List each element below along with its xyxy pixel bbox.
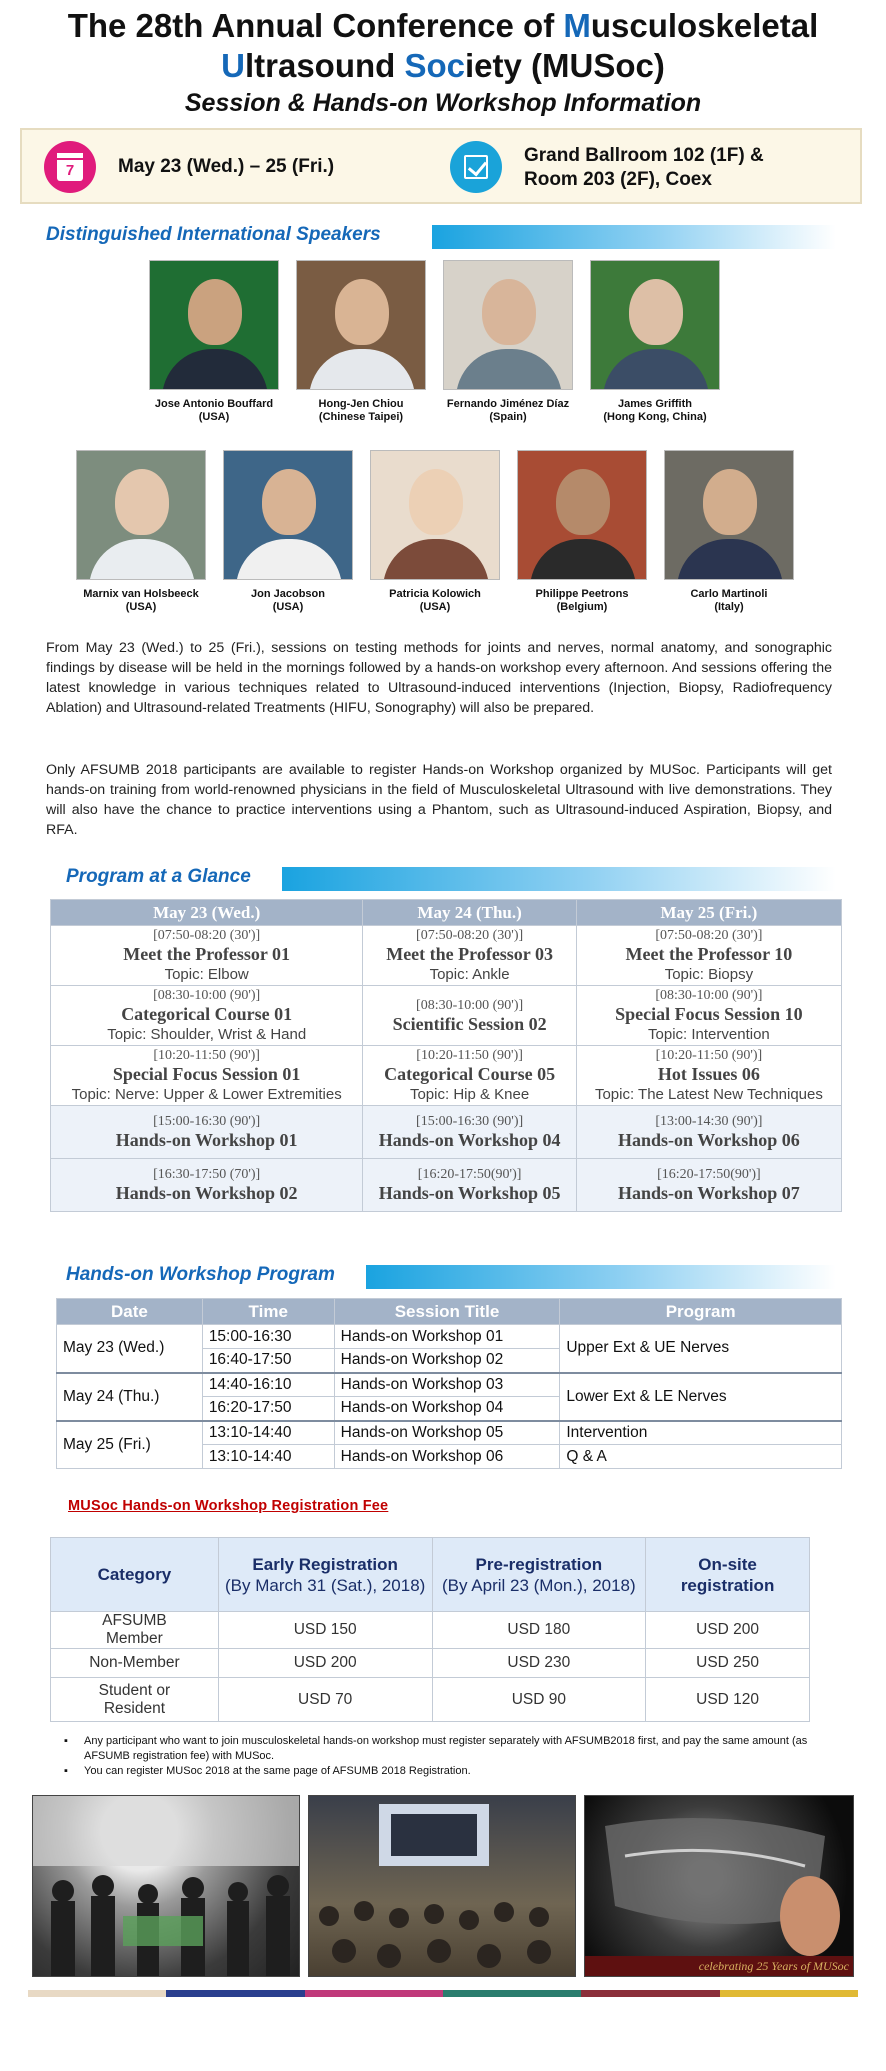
speaker-card (286, 260, 436, 424)
photo-body (162, 349, 268, 390)
speaker-card (360, 450, 510, 614)
event-date: May 23 (Wed.) – 25 (Fri.) (118, 156, 335, 177)
workshop-title: Hands-on Workshop 01 (334, 1325, 560, 1349)
title-text: ltrasound (244, 47, 405, 84)
fee-early: USD 150 (218, 1612, 432, 1649)
footer-segment (28, 1990, 166, 1997)
section-bar (282, 867, 836, 891)
photo-head (409, 469, 463, 535)
program-cell (51, 926, 363, 986)
session-time: [15:00-16:30 (90')] (153, 1114, 261, 1129)
section-title: Hands-on Workshop Program (66, 1264, 335, 1285)
speaker-photo (517, 450, 647, 580)
program-cell (576, 1046, 841, 1106)
fee-header-pre (432, 1538, 646, 1612)
speaker-card (139, 260, 289, 424)
session-time: [08:30-10:00 (90')] (655, 988, 763, 1003)
workshop-time: 13:10-14:40 (202, 1421, 334, 1445)
workshop-photo-2 (308, 1795, 576, 1977)
checkbox-icon (450, 141, 502, 193)
fee-row (51, 1612, 810, 1649)
session-name: Categorical Course 01 (121, 1004, 293, 1024)
fee-header-category: Category (51, 1538, 219, 1612)
fee-pre: USD 90 (432, 1678, 646, 1722)
speaker-photo (149, 260, 279, 390)
fee-pre: USD 180 (432, 1612, 646, 1649)
program-cell (363, 986, 576, 1046)
program-row (51, 1159, 842, 1212)
session-topic: Topic: Ankle (429, 966, 510, 983)
workshop-date: May 25 (Fri.) (57, 1421, 203, 1469)
speaker-country: (USA) (272, 601, 304, 613)
workshop-program: Q & A (560, 1445, 842, 1469)
fee-header-early-deadline: (By March 31 (Sat.), 2018) (225, 1575, 426, 1595)
program-row (51, 926, 842, 986)
event-venue (524, 144, 764, 192)
workshop-row (57, 1325, 842, 1349)
note-item: ▪ You can register MUSoc 2018 at the same page of AFSUMB 2018 Registration. (60, 1764, 820, 1779)
fee-row (51, 1678, 810, 1722)
workshop-header-cell: Time (202, 1299, 334, 1325)
session-time: [13:00-14:30 (90')] (655, 1114, 763, 1129)
fee-category: AFSUMB Member (51, 1612, 219, 1649)
ultrasound-illustration (585, 1796, 854, 1977)
session-name: Categorical Course 05 (384, 1064, 556, 1084)
speaker-name: Hong-Jen Chiou (318, 398, 404, 410)
speaker-country: (USA) (198, 411, 230, 423)
workshop-program: Intervention (560, 1421, 842, 1445)
program-day-header: May 25 (Fri.) (576, 900, 841, 926)
speaker-country: (USA) (419, 601, 451, 613)
fee-row (51, 1649, 810, 1678)
calendar-day: 7 (65, 162, 75, 179)
workshop-title: Hands-on Workshop 04 (334, 1397, 560, 1421)
event-info-box (20, 128, 862, 204)
photo-head (115, 469, 169, 535)
program-cell (51, 986, 363, 1046)
photo-head (335, 279, 389, 345)
speaker-photo (664, 450, 794, 580)
title-highlight: U (221, 47, 245, 84)
speaker-photo (223, 450, 353, 580)
speaker-card (654, 450, 804, 614)
session-name: Special Focus Session 10 (615, 1004, 803, 1024)
photo-body (530, 539, 636, 580)
program-cell (51, 1159, 363, 1212)
session-topic: Topic: Hip & Knee (409, 1086, 530, 1103)
workshop-header-cell: Program (560, 1299, 842, 1325)
speaker-photo (590, 260, 720, 390)
session-time: [07:50-08:20 (30')] (655, 928, 763, 943)
photo-body (383, 539, 489, 580)
session-time: [16:20-17:50(90')] (657, 1167, 761, 1182)
fee-header-early-label: Early Registration (252, 1554, 398, 1574)
session-topic: Topic: Nerve: Upper & Lower Extremities (71, 1086, 342, 1103)
program-table-body (51, 926, 842, 1212)
intro-paragraph-2: Only AFSUMB 2018 participants are available to register Hands-on Workshop organized by MUSoc. Participants will get hands-on training from world-renowned physicians in the field of Musculoskeletal Ultrasound with live demonstrations. They will also have the chance to practice interventions using a Phantom, such as Ultrasound-induced Aspiration, Biopsy, and RFA. (46, 762, 832, 838)
speaker-photo (370, 450, 500, 580)
workshop-header-cell: Date (57, 1299, 203, 1325)
session-name: Hands-on Workshop 05 (378, 1183, 561, 1203)
note-item: ▪ Any participant who want to join musculoskeletal hands-on workshop must register separately with AFSUMB2018 first, and pay the same amount (as AFSUMB registration fee) with MUSoc. (60, 1734, 820, 1764)
workshop-title: Hands-on Workshop 06 (334, 1445, 560, 1469)
speaker-photo (443, 260, 573, 390)
session-name: Hot Issues 06 (657, 1064, 760, 1084)
session-time: [07:50-08:20 (30')] (416, 928, 524, 943)
fee-pre: USD 230 (432, 1649, 646, 1678)
workshop-title: Hands-on Workshop 03 (334, 1373, 560, 1397)
session-time: [10:20-11:50 (90')] (153, 1048, 260, 1063)
fee-onsite: USD 200 (646, 1612, 810, 1649)
speaker-name: James Griffith (618, 398, 692, 410)
session-name: Special Focus Session 01 (112, 1064, 301, 1084)
workshop-program: Upper Ext & UE Nerves (560, 1325, 842, 1373)
section-speakers (46, 222, 836, 250)
speaker-country: (Spain) (489, 411, 527, 423)
speaker-name: Carlo Martinoli (690, 588, 768, 600)
fee-header-pre-deadline: (By April 23 (Mon.), 2018) (441, 1575, 636, 1595)
fee-onsite: USD 120 (646, 1678, 810, 1722)
program-cell (51, 1106, 363, 1159)
workshop-date: May 23 (Wed.) (57, 1325, 203, 1373)
session-time: [10:20-11:50 (90')] (416, 1048, 523, 1063)
photo-wall (33, 1796, 300, 1866)
footer-color-bar (28, 1990, 858, 1997)
photo-body (677, 539, 783, 580)
section-bar (432, 225, 836, 249)
section-workshop (66, 1262, 836, 1290)
session-name: Hands-on Workshop 02 (115, 1183, 298, 1203)
title-highlight: Soc (404, 47, 466, 84)
session-name: Meet the Professor 03 (386, 944, 553, 964)
speaker-card (433, 260, 583, 424)
program-header-row (51, 900, 842, 926)
speaker-name: Patricia Kolowich (389, 588, 481, 600)
speaker-name: Marnix van Holsbeeck (83, 588, 199, 600)
workshop-row (57, 1421, 842, 1445)
workshop-title: Hands-on Workshop 02 (334, 1349, 560, 1373)
workshop-header-cell: Session Title (334, 1299, 560, 1325)
section-title: Distinguished International Speakers (46, 224, 381, 245)
fee-notes (60, 1734, 820, 1779)
hand-shape (780, 1876, 840, 1956)
workshop-time: 13:10-14:40 (202, 1445, 334, 1469)
speaker-photo (76, 450, 206, 580)
audience-silhouettes (319, 1901, 551, 1968)
page-subtitle: Session & Hands-on Workshop Information (184, 89, 702, 117)
fee-table-body (51, 1612, 810, 1722)
photo-head (482, 279, 536, 345)
photo-head (262, 469, 316, 535)
session-name: Hands-on Workshop 01 (115, 1130, 298, 1150)
crowd-illustration (33, 1796, 300, 1977)
program-cell (51, 1046, 363, 1106)
program-cell (576, 986, 841, 1046)
session-topic: Topic: Biopsy (664, 966, 754, 983)
photo-body (603, 349, 709, 390)
workshop-table-body (57, 1325, 842, 1469)
calendar-top (57, 153, 83, 160)
workshop-table (56, 1298, 842, 1469)
session-time: [08:30-10:00 (90')] (153, 988, 261, 1003)
workshop-title: Hands-on Workshop 05 (334, 1421, 560, 1445)
lecture-illustration (309, 1796, 576, 1977)
page-title (0, 0, 886, 120)
program-day-header: May 23 (Wed.) (51, 900, 363, 926)
fee-category: Non-Member (51, 1649, 219, 1678)
program-cell (363, 926, 576, 986)
workshop-row (57, 1373, 842, 1397)
venue-line-1: Grand Ballroom 102 (1F) & (524, 145, 764, 166)
section-title: Program at a Glance (66, 866, 251, 887)
photo-body (309, 349, 415, 390)
program-cell (363, 1046, 576, 1106)
speaker-country: (Hong Kong, China) (603, 411, 707, 423)
session-name: Meet the Professor 01 (123, 944, 291, 964)
speaker-card (507, 450, 657, 614)
session-name: Hands-on Workshop 06 (618, 1130, 800, 1150)
title-text: The 28th Annual Conference of (67, 7, 564, 44)
speaker-card (66, 450, 216, 614)
section-program (66, 864, 836, 892)
footer-segment (166, 1990, 304, 1997)
footer-segment (581, 1990, 719, 1997)
session-time: [07:50-08:20 (30')] (153, 928, 261, 943)
title-line-1 (0, 6, 886, 46)
session-name: Meet the Professor 10 (625, 944, 793, 964)
calendar-icon (44, 141, 96, 193)
photo-head (556, 469, 610, 535)
session-topic: Topic: Elbow (164, 966, 249, 983)
workshop-date: May 24 (Thu.) (57, 1373, 203, 1421)
speaker-name: Fernando Jiménez Díaz (446, 398, 570, 410)
photo-caption: celebrating 25 Years of MUSoc (698, 1959, 849, 1973)
fee-onsite: USD 250 (646, 1649, 810, 1678)
fee-header-onsite: On-site registration (646, 1538, 810, 1612)
session-time: [10:20-11:50 (90')] (655, 1048, 763, 1063)
session-name: Scientific Session 02 (392, 1013, 547, 1034)
speaker-name: Jon Jacobson (251, 588, 325, 600)
program-cell (576, 926, 841, 986)
speaker-photo (296, 260, 426, 390)
speaker-country: (Chinese Taipei) (318, 411, 404, 423)
photo-head (629, 279, 683, 345)
workshop-time: 16:20-17:50 (202, 1397, 334, 1421)
photo-head (703, 469, 757, 535)
workshop-photo-1 (32, 1795, 300, 1977)
footer-segment (443, 1990, 581, 1997)
program-row (51, 986, 842, 1046)
fee-header-early (218, 1538, 432, 1612)
speaker-card (580, 260, 730, 424)
workshop-time: 14:40-16:10 (202, 1373, 334, 1397)
title-text: iety (MUSoc) (465, 47, 665, 84)
footer-segment (720, 1990, 858, 1997)
session-topic: Topic: Intervention (648, 1026, 770, 1043)
workshop-program: Lower Ext & LE Nerves (560, 1373, 842, 1421)
intro-paragraph-1: From May 23 (Wed.) to 25 (Fri.), sessions on testing methods for joints and nerves, normal anatomy, and sonographic findings by disease will be held in the mornings followed by a hands-on workshop every afternoon. And sessions offering the latest knowledge in various techniques related to Ultrasound-induced interventions (Injection, Biopsy, Radiofrequency Ablation) and Ultrasound-related Treatments (HIFU, Sonography) will also be prepared. (46, 640, 832, 716)
fee-header-row (51, 1538, 810, 1612)
check-glyph (464, 155, 488, 179)
session-time: [16:30-17:50 (70')] (153, 1167, 261, 1182)
photo-body (89, 539, 195, 580)
speaker-name: Jose Antonio Bouffard (154, 398, 274, 410)
photo-head (188, 279, 242, 345)
speaker-name: Philippe Peetrons (535, 588, 629, 600)
title-line-2 (0, 46, 886, 86)
speaker-country: (Belgium) (556, 601, 608, 613)
program-cell (576, 1106, 841, 1159)
screen-image (391, 1814, 477, 1856)
program-day-header: May 24 (Thu.) (363, 900, 576, 926)
photo-table (123, 1916, 203, 1946)
speaker-country: (USA) (125, 601, 157, 613)
program-cell (363, 1106, 576, 1159)
program-cell (576, 1159, 841, 1212)
session-name: Hands-on Workshop 07 (618, 1183, 800, 1203)
fee-category: Student or Resident (51, 1678, 219, 1722)
session-time: [15:00-16:30 (90')] (416, 1114, 524, 1129)
speaker-card (213, 450, 363, 614)
session-topic: Topic: The Latest New Techniques (594, 1086, 823, 1103)
venue-line-2: Room 203 (2F), Coex (524, 169, 712, 190)
photo-body (456, 349, 562, 390)
program-table (50, 899, 842, 1212)
session-time: [16:20-17:50(90')] (417, 1167, 522, 1182)
fee-early: USD 200 (218, 1649, 432, 1678)
title-highlight: M (563, 7, 591, 44)
workshop-photo-3 (584, 1795, 854, 1977)
footer-segment (305, 1990, 443, 1997)
session-topic: Topic: Shoulder, Wrist & Hand (107, 1026, 307, 1043)
session-name: Hands-on Workshop 04 (378, 1130, 561, 1150)
title-text: usculoskeletal (590, 7, 819, 44)
fee-header-pre-label: Pre-registration (475, 1554, 603, 1574)
workshop-time: 16:40-17:50 (202, 1349, 334, 1373)
program-row (51, 1046, 842, 1106)
calendar-glyph (57, 153, 83, 181)
workshop-header-row (57, 1299, 842, 1325)
program-cell (363, 1159, 576, 1212)
speaker-country: (Italy) (714, 601, 744, 613)
fee-early: USD 70 (218, 1678, 432, 1722)
section-bar (366, 1265, 836, 1289)
session-time: [08:30-10:00 (90')] (416, 997, 524, 1013)
workshop-time: 15:00-16:30 (202, 1325, 334, 1349)
fee-section-title: MUSoc Hands-on Workshop Registration Fee (68, 1498, 389, 1514)
photo-body (236, 539, 342, 580)
fee-table (50, 1537, 810, 1722)
program-row (51, 1106, 842, 1159)
